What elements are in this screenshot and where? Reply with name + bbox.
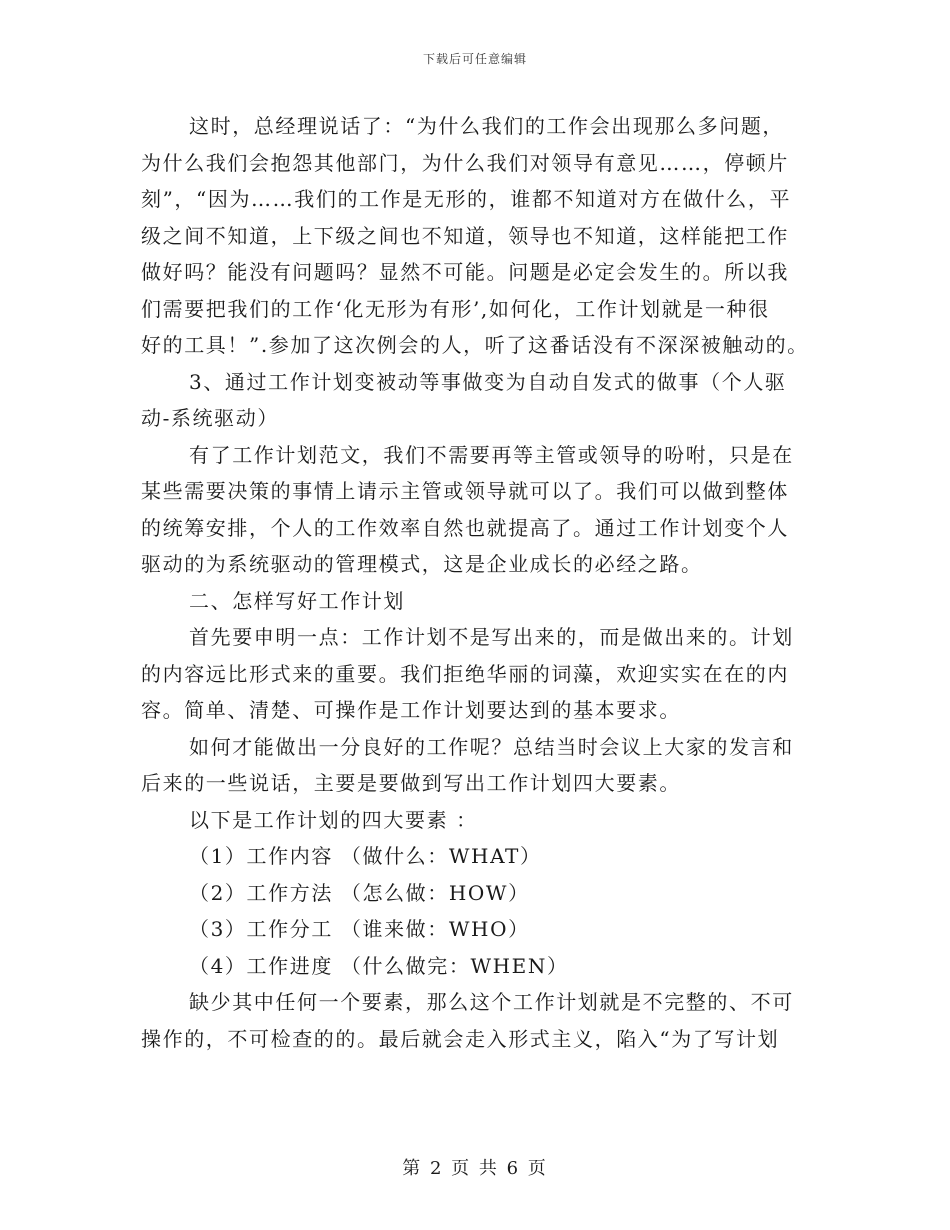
text-line: 后来的一些说话，主要是要做到写出工作计划四大要素。 [141,771,681,795]
text-line: 某些需要决策的事情上请示主管或领导就可以了。我们可以做到整体 [141,479,789,503]
text-line: 刻”，“因为……我们的工作是无形的，谁都不知道对方在做什么，平 [141,187,792,211]
text-line: 首先要申明一点：工作计划不是写出来的，而是做出来的。计划 [189,625,794,649]
text-line: 做好吗？能没有问题吗？显然不可能。问题是必定会发生的。所以我 [141,260,789,284]
document-body [141,108,821,1057]
text-line: 驱动的为系统驱动的管理模式，这是企业成长的必经之路。 [141,552,703,576]
text-line: 以下是工作计划的四大要素 ： [189,807,478,832]
text-line: 级之间不知道，上下级之间也不知道，领导也不知道，这样能把工作 [141,223,789,248]
text-line: 为什么我们会抱怨其他部门，为什么我们对领导有意见……，停顿片 [141,150,789,175]
text-line: 二、怎样写好工作计划 [189,588,405,613]
text-line: 好的工具！”.参加了这次例会的人，听了这番话没有不深深被触动的。 [141,333,809,357]
text-line: 3、通过工作计划变被动等事做变为自动自发式的做事（个人驱 [189,369,787,394]
text-line: 有了工作计划范文，我们不需要再等主管或领导的吩咐，只是在 [189,442,794,467]
text-line: （2）工作方法 （怎么做：HOW） [189,880,530,905]
text-line: 这时，总经理说话了：“为什么我们的工作会出现那么多问题， [189,114,785,138]
page-header-note: 下载后可任意编辑 [422,52,527,66]
text-line: （3）工作分工 （谁来做：WHO） [189,917,530,941]
page-number-footer: 第 2 页 共 6 页 [402,1158,548,1179]
text-line: 们需要把我们的工作‘化无形为有形’,如何化，工作计划就是一种很 [141,296,770,321]
text-line: 容。简单、清楚、可操作是工作计划要达到的基本要求。 [141,698,681,722]
text-line: （4）工作进度 （什么做完：WHEN） [189,953,569,978]
text-line: 如何才能做出一分良好的工作呢？总结当时会议上大家的发言和 [189,734,794,759]
text-line: 动-系统驱动） [141,406,279,430]
text-line: 的内容远比形式来的重要。我们拒绝华丽的词藻，欢迎实实在在的内 [141,661,789,686]
text-line: 缺少其中任何一个要素，那么这个工作计划就是不完整的、不可 [189,990,794,1014]
text-line: 的统筹安排，个人的工作效率自然也就提高了。通过工作计划变个人 [141,515,789,540]
text-line: （1）工作内容 （做什么：WHAT） [189,844,542,868]
text-line: 操作的，不可检查的的。最后就会走入形式主义，陷入“为了写计划 [141,1026,780,1051]
